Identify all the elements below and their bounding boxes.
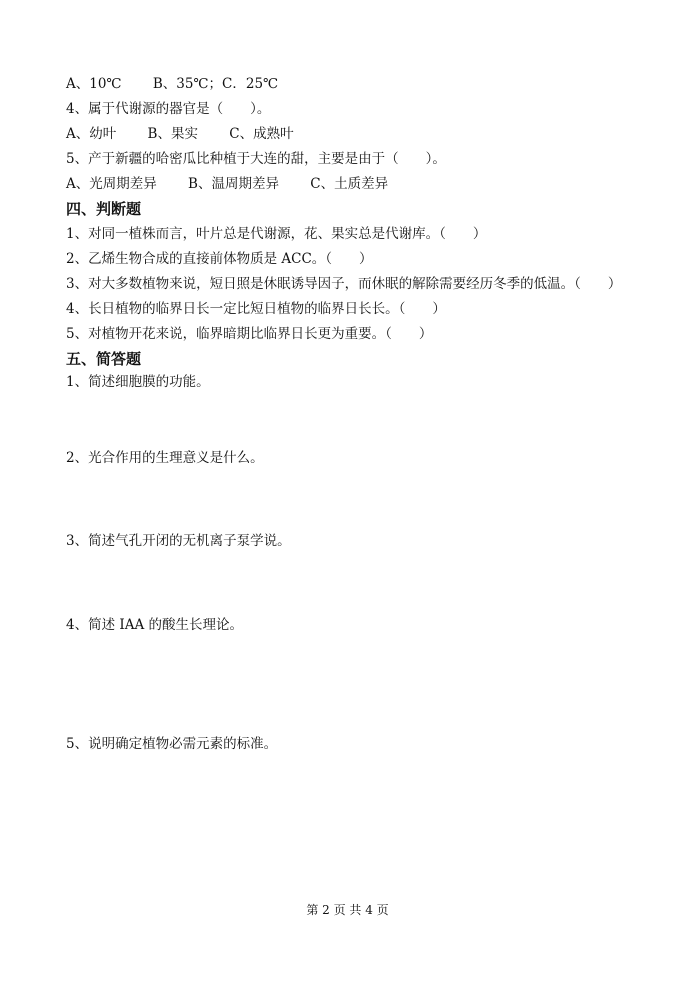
short-answer-item-5: 5、说明确定植物必需元素的标准。	[66, 736, 278, 752]
short-answer-item-1: 1、简述细胞膜的功能。	[66, 374, 210, 390]
choice-options-line: A、光周期差异 B、温周期差异 C、土质差异	[66, 176, 389, 192]
judgement-item-1: 1、对同一植株而言，叶片总是代谢源，花、果实总是代谢库。（ ）	[66, 226, 487, 242]
judgement-item-3: 3、对大多数植物来说，短日照是休眠诱导因子，而休眠的解除需要经历冬季的低温。（ ）	[66, 276, 622, 292]
choice-options-line: A、幼叶 B、果实 C、成熟叶	[66, 126, 294, 142]
short-answer-item-4: 4、简述 IAA 的酸生长理论。	[66, 617, 244, 633]
choice-question-4: 4、属于代谢源的器官是（ ）。	[66, 101, 271, 117]
choice-question-5: 5、产于新疆的哈密瓜比种植于大连的甜，主要是由于（ ）。	[66, 151, 446, 167]
section-title-short-answer: 五、简答题	[66, 350, 142, 368]
judgement-item-5: 5、对植物开花来说，临界暗期比临界日长更为重要。（ ）	[66, 326, 433, 342]
section-title-judgement: 四、判断题	[66, 200, 142, 218]
page-number-footer: 第 2 页 共 4 页	[306, 903, 389, 917]
judgement-item-2: 2、乙烯生物合成的直接前体物质是 ACC。（ ）	[66, 251, 373, 267]
judgement-item-4: 4、长日植物的临界日长一定比短日植物的临界日长长。（ ）	[66, 301, 446, 317]
short-answer-item-3: 3、简述气孔开闭的无机离子泵学说。	[66, 533, 291, 549]
choice-options-line: A、10℃ B、35℃；C．25℃	[66, 76, 279, 92]
short-answer-item-2: 2、光合作用的生理意义是什么。	[66, 450, 264, 466]
